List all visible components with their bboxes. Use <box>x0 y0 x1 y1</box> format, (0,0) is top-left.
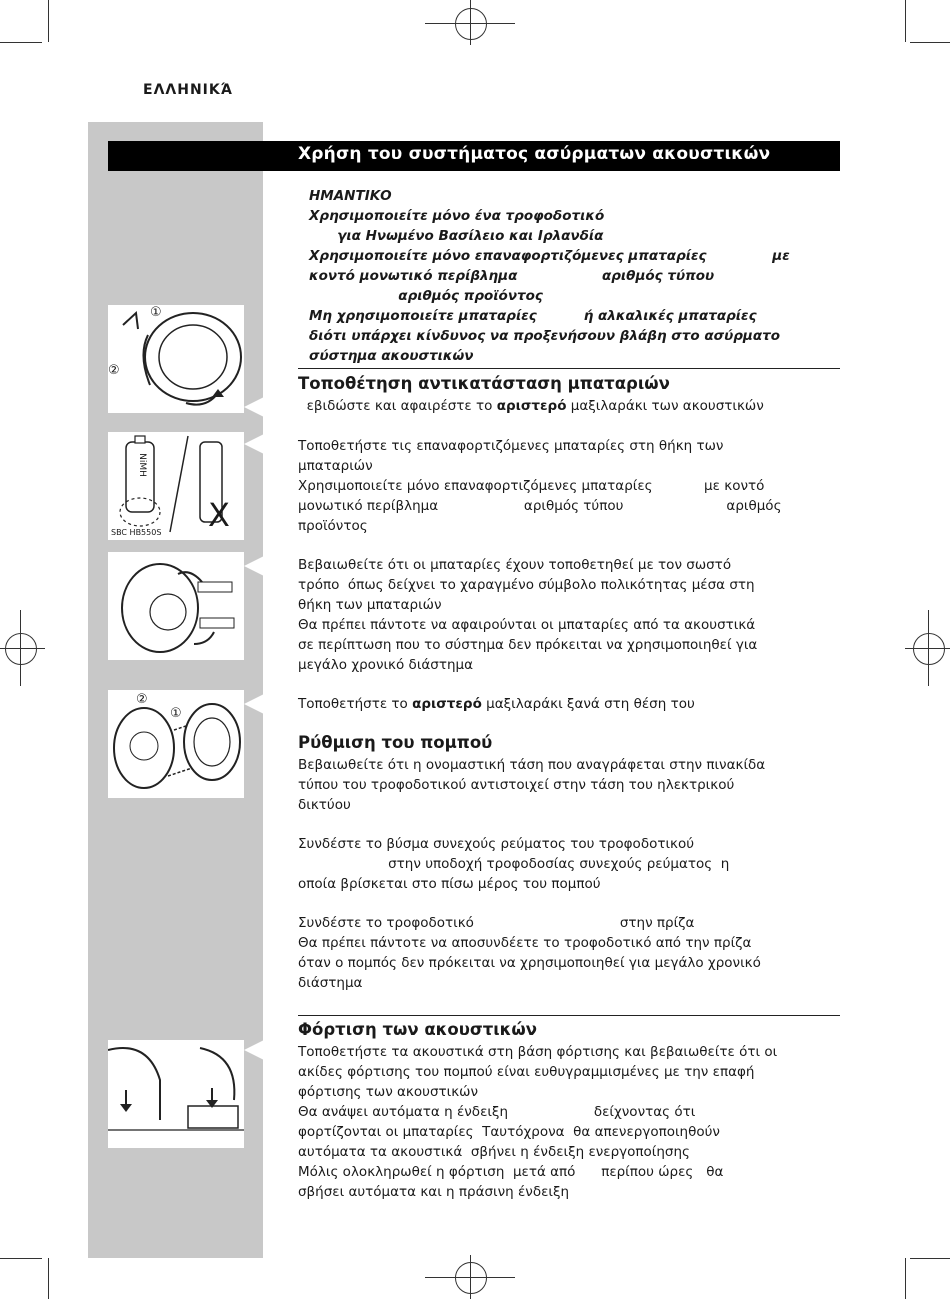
figure-pointer <box>244 397 264 417</box>
paragraph <box>298 1042 777 1202</box>
paragraph <box>298 834 729 894</box>
registration-mark-right <box>913 633 945 665</box>
registration-mark-left-h <box>0 648 45 649</box>
paragraph <box>298 555 757 675</box>
paragraph <box>298 694 695 714</box>
step-1-marker: ① <box>170 706 182 721</box>
crop-mark <box>48 1258 49 1299</box>
page-title: Χρήση του συστήματος ασύρματων ακουστικών <box>298 144 771 164</box>
paragraph <box>298 436 782 536</box>
text-line: Συνδέστε το βύσμα συνεχούς ρεύματος του τροφοδοτικού <box>298 836 695 852</box>
figure-batteries <box>108 432 244 540</box>
paragraph <box>298 913 761 993</box>
important-line: Χρησιμοποιείτε μόνο ένα τροφοδοτικό <box>309 208 605 224</box>
important-line: κοντό μονωτικό περίβλημα αριθμός τύπου <box>309 268 715 284</box>
registration-mark-bottom-v <box>470 1255 471 1299</box>
cross-mark-icon: X <box>208 496 230 534</box>
crop-mark <box>910 42 950 43</box>
important-line: για Ηνωμένο Βασίλειο και Ιρλανδία <box>309 228 604 244</box>
text-line: τρόπο όπως δείχνει το χαραγμένο σύμβολο πολικότητας μέσα στη <box>298 577 755 593</box>
text-line: όταν ο πομπός δεν πρόκειται να χρησιμοποιηθεί για μεγάλο χρονικό <box>298 955 761 971</box>
text-line: Θα πρέπει πάντοτε να αποσυνδέετε το τροφοδοτικό από την πρίζα <box>298 935 752 951</box>
text-line: Τοποθετήστε τις επαναφορτιζόμενες μπαταρίες στη θήκη των <box>298 438 724 454</box>
registration-mark-left-v <box>20 610 21 686</box>
figure-pointer <box>244 434 264 454</box>
figure-charging <box>108 1040 244 1148</box>
text-line: σε περίπτωση που το σύστημα δεν πρόκειται να χρησιμοποιηθεί για <box>298 637 758 653</box>
text-line: μεγάλο χρονικό διάστημα <box>298 657 474 673</box>
text-line: ακίδες φόρτισης του πομπού είναι ευθυγραμμισμένες με την επαφή <box>298 1064 755 1080</box>
section-divider <box>298 368 840 369</box>
step-1-marker: ① <box>150 305 162 320</box>
product-number-label: SBC HB550S <box>111 528 162 537</box>
registration-mark-top-v <box>470 0 471 45</box>
figure-remove-cushion <box>108 305 244 413</box>
important-line: σύστημα ακουστικών <box>309 348 474 364</box>
text-line: Τοποθετήστε τα ακουστικά στη βάση φόρτισης και βεβαιωθείτε ότι οι <box>298 1044 778 1060</box>
important-line: ΗΜΑΝΤΙΚΟ <box>309 188 392 204</box>
important-line: διότι υπάρχει κίνδυνος να προξενήσουν βλάβη στο ασύρματο <box>309 328 781 344</box>
crop-mark <box>0 42 42 43</box>
step-2-marker: ② <box>136 692 148 707</box>
text-line: στην υποδοχή τροφοδοσίας συνεχούς ρεύματος η <box>298 856 730 872</box>
crop-mark <box>910 1258 950 1259</box>
crop-mark <box>905 1258 906 1299</box>
registration-mark-left <box>5 633 37 665</box>
text-line: δικτύου <box>298 797 351 813</box>
step-2-marker: ② <box>108 363 120 378</box>
text-line: Χρησιμοποιείτε μόνο επαναφορτιζόμενες μπαταρίες με κοντό <box>298 478 765 494</box>
text-line: Συνδέστε το τροφοδοτικό στην πρίζα <box>298 915 695 931</box>
text-line: Μόλις ολοκληρωθεί η φόρτιση μετά από περίπου ώρες θα <box>298 1164 724 1180</box>
text: μαξιλαράκι ξανά στη θέση του <box>481 696 695 712</box>
crop-mark <box>905 0 906 42</box>
text-line: Θα ανάψει αυτόματα η ένδειξη δείχνοντας ότι <box>298 1104 696 1120</box>
text-line: μονωτικό περίβλημα αριθμός τύπου αριθμός <box>298 498 782 514</box>
text-line: διάστημα <box>298 975 363 991</box>
section-heading-batteries: Τοποθέτηση αντικατάσταση μπαταριών <box>298 374 670 393</box>
registration-mark-bottom <box>455 1262 487 1294</box>
text-line: Θα πρέπει πάντοτε να αφαιρούνται οι μπαταρίες από τα ακουστικά <box>298 617 756 633</box>
bold-text: αριστερό <box>496 398 567 414</box>
important-notice <box>309 186 790 366</box>
important-line: Μη χρησιμοποιείτε μπαταρίες ή αλκαλικές μπαταρίες <box>309 308 757 324</box>
figure-pointer <box>244 556 264 576</box>
figure-pointer <box>244 1040 264 1060</box>
paragraph <box>298 396 764 416</box>
text-line: τύπου του τροφοδοτικού αντιστοιχεί στην τάση του ηλεκτρικού <box>298 777 735 793</box>
figure-battery-compartment <box>108 552 244 660</box>
section-heading-charging: Φόρτιση των ακουστικών <box>298 1020 537 1039</box>
text-line: Βεβαιωθείτε ότι η ονομαστική τάση που αναγράφεται στην πινακίδα <box>298 757 766 773</box>
text-line: φόρτισης των ακουστικών <box>298 1084 479 1100</box>
registration-mark-top <box>455 8 487 40</box>
text-line: σβήσει αυτόματα και η πράσινη ένδειξη <box>298 1184 570 1200</box>
section-heading-transmitter: Ρύθμιση του πομπού <box>298 733 493 752</box>
figure-replace-cushion <box>108 690 244 798</box>
text-line: προϊόντος <box>298 518 368 534</box>
text: μαξιλαράκι των ακουστικών <box>566 398 764 414</box>
paragraph <box>298 755 765 815</box>
bold-text: αριστερό <box>412 696 482 712</box>
figure-pointer <box>244 694 264 714</box>
text: εβιδώστε και αφαιρέστε το <box>298 398 497 414</box>
important-line: Χρησιμοποιείτε μόνο επαναφορτιζόμενες μπαταρίες με <box>309 248 790 264</box>
crop-mark <box>48 0 49 42</box>
section-divider <box>298 1015 840 1016</box>
text-line: φορτίζονται οι μπαταρίες Ταυτόχρονα θα απενεργοποιηθούν <box>298 1124 720 1140</box>
battery-type-label: NiMH <box>136 453 147 477</box>
text-line: μπαταριών <box>298 458 373 474</box>
text-line: αυτόματα τα ακουστικά σβήνει η ένδειξη ενεργοποίησης <box>298 1144 690 1160</box>
registration-mark-right-v <box>928 610 929 686</box>
text-line: οποία βρίσκεται στο πίσω μέρος του πομπού <box>298 876 601 892</box>
text: Τοποθετήστε το <box>298 696 413 712</box>
language-label: ΕΛΛΗΝΙΚΆ <box>143 82 233 98</box>
text-line: Βεβαιωθείτε ότι οι μπαταρίες έχουν τοποθετηθεί με τον σωστό <box>298 557 732 573</box>
crop-mark <box>0 1258 42 1259</box>
text-line: θήκη των μπαταριών <box>298 597 442 613</box>
important-line: αριθμός προϊόντος <box>309 288 543 304</box>
